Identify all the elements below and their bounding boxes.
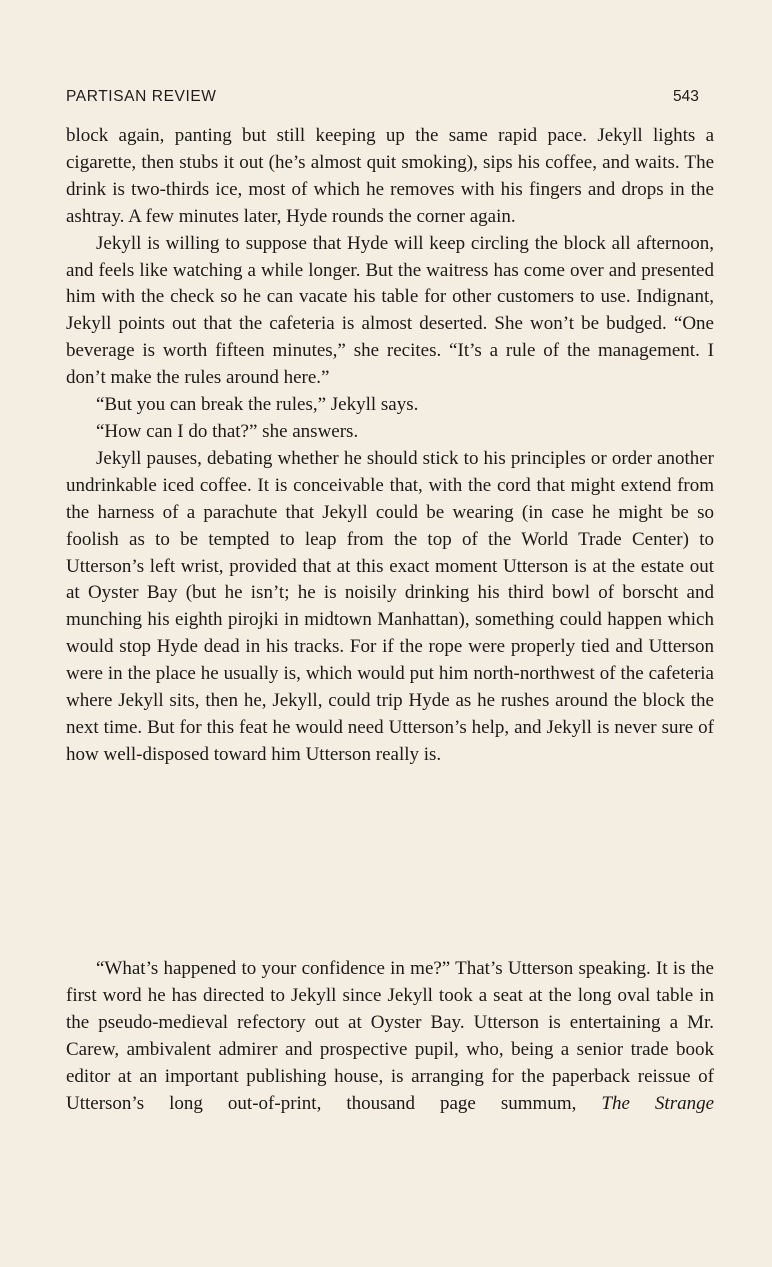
paragraph-utterson-speaking <box>66 956 714 1117</box>
running-head-title: PARTISAN REVIEW <box>66 88 217 105</box>
paragraph-dialogue-how-can-i: “How can I do that?” she answers. <box>96 420 359 442</box>
paragraph-continuation: block again, panting but still keeping up the same rapid pace. Jekyll lights a cigarette, then stubs it out (he’s almost quit smoking), sips his coffee, and waits. The drink is two-thirds ice, most of which he removes with his fingers and drops in the ashtray. A few minutes later, Hyde rounds the corner again. <box>66 125 714 227</box>
paragraph-dialogue-break-rules: “But you can break the rules,” Jekyll says. <box>96 394 419 416</box>
paragraph-utterson-text: “What’s happened to your confidence in me?” That’s Utterson speaking. It is the first word he has directed to Jekyll since Jekyll took a seat at the long oval table in the pseudo-medieval refectory out at Oyster Bay. Utterson is entertaining a Mr. Carew, ambivalent admirer and prospective pupil, who, being a senior trade book editor at an important publishing house, is arranging for the paperback reissue of Utterson’s long out-of-print, thousand page summum, <box>66 958 714 1114</box>
italic-book-title: The Strange <box>601 1092 715 1114</box>
text-block-before-section-break <box>66 123 714 769</box>
paragraph-jekyll-willing: Jekyll is willing to suppose that Hyde will keep circling the block all afternoon, and feels like watching a while longer. But the waitress has come over and presented him with the check so he can vacate his table for other customers to use. Indignant, Jekyll points out that the cafeteria is almost deserted. She won’t be budged. “One beverage is worth fifteen minutes,” she recites. “It’s a rule of the management. I don’t make the rules around here.” <box>66 232 714 389</box>
page-number: 543 <box>673 88 699 105</box>
text-block-after-section-break <box>66 956 714 1117</box>
paragraph-jekyll-pauses: Jekyll pauses, debating whether he should stick to his principles or order another undrinkable iced coffee. It is conceivable that, with the cord that might extend from the harness of a parachute that Jekyll could be wearing (in case he might be so foolish as to be tempted to leap from the top of the World Trade Center) to Utterson’s left wrist, provided that at this exact moment Utterson is at the estate out at Oyster Bay (but he isn’t; he is noisily drinking his third bowl of borscht and munching his eighth pirojki in midtown Manhattan), something could happen which would stop Hyde dead in his tracks. For if the rope were properly tied and Utterson were in the place he usually is, which would put him north-northwest of the cafeteria where Jekyll sits, then he, Jekyll, could trip Hyde as he rushes around the block the next time. But for this feat he would need Utterson’s help, and Jekyll is never sure of how well-disposed toward him Utterson really is. <box>66 447 714 765</box>
